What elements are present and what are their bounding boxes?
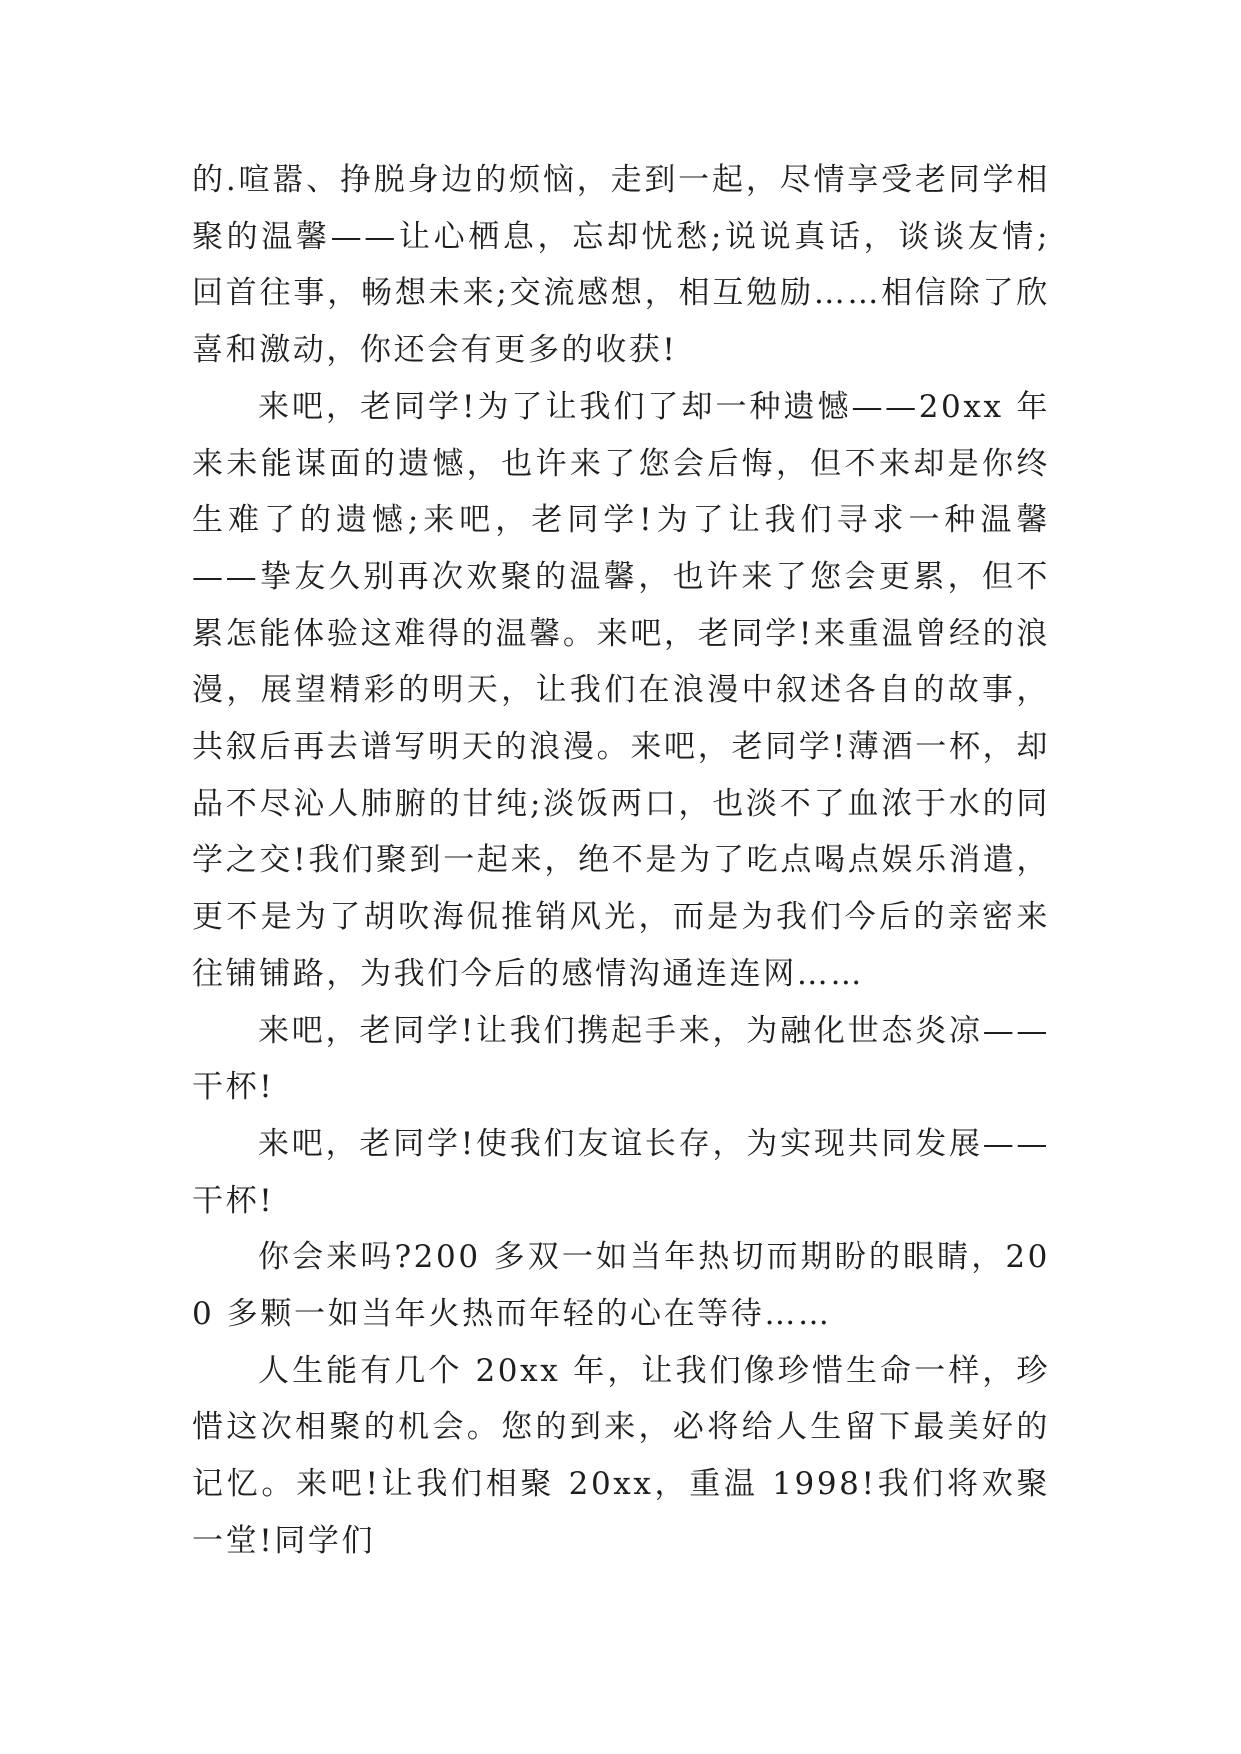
paragraph-closing: 人生能有几个 20xx 年，让我们像珍惜生命一样，珍惜这次相聚的机会。您的到来，必将给人生留下最美好的记忆。来吧!让我们相聚 20xx，重温 1998!我们将欢聚一堂!同学们 <box>192 1352 1050 1559</box>
document-body <box>192 152 1050 1570</box>
paragraph-continuation: 的.喧嚣、挣脱身边的烦恼，走到一起，尽情享受老同学相聚的温馨——让心栖息，忘却忧愁;说说真话，谈谈友情;回首往事，畅想未来;交流感想，相互勉励……相信除了欣喜和激动，你还会有更多的收获! <box>192 162 1050 369</box>
paragraph-question: 你会来吗?200 多双一如当年热切而期盼的眼睛，200 多颗一如当年火热而年轻的心在等待…… <box>192 1239 1050 1333</box>
paragraph-toast-2: 来吧，老同学!使我们友谊长存，为实现共同发展——干杯! <box>192 1125 1050 1219</box>
paragraph-invitation: 来吧，老同学!为了让我们了却一种遗憾——20xx 年来未能谋面的遗憾，也许来了您会后悔，但不来却是你终生难了的遗憾;来吧，老同学!为了让我们寻求一种温馨——挚友久别再次欢聚的温馨，也许来了您会更累，但不累怎能体验这难得的温馨。来吧，老同学!来重温曾经的浪漫，展望精彩的明天，让我们在浪漫中叙述各自的故事，共叙后再去谱写明天的浪漫。来吧，老同学!薄酒一杯，却品不尽沁人肺腑的甘纯;淡饭两口，也淡不了血浓于水的同学之交!我们聚到一起来，绝不是为了吃点喝点娱乐消遣，更不是为了胡吹海侃推销风光，而是为我们今后的亲密来往铺铺路，为我们今后的感情沟通连连网…… <box>192 388 1050 992</box>
paragraph-toast-1: 来吧，老同学!让我们携起手来，为融化世态炎凉——干杯! <box>192 1012 1050 1106</box>
